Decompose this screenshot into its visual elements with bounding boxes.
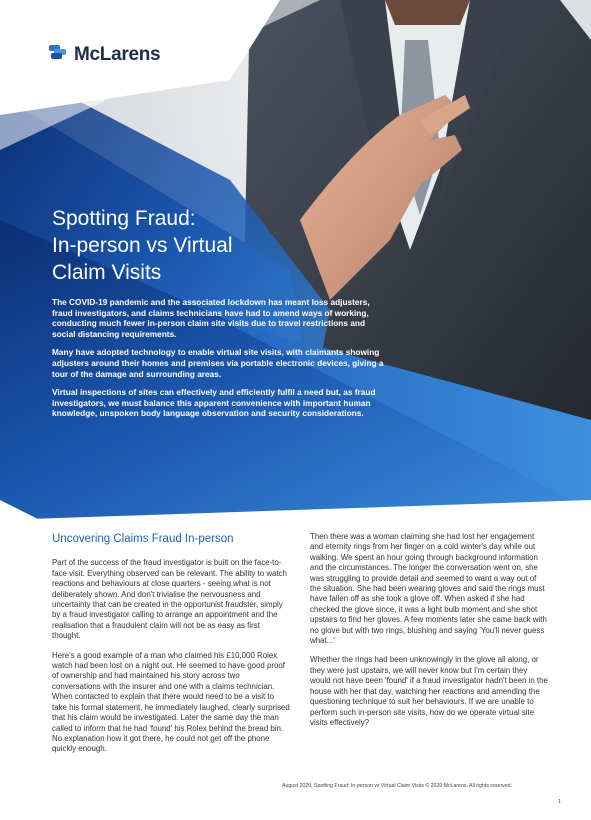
page-number: 1 [558,799,562,805]
intro-text [52,297,387,427]
intro-paragraph: Virtual inspections of sites can effectively and efficiently fulfil a need but, as fraud investigators, we must balance this apparent convenience with important human knowledge, unspoken body language observation and security considerations. [52,387,376,419]
body-paragraph: Here's a good example of a man who claimed his £10,000 Rolex watch had been lost on a night out. He seemed to have good proof of ownership and had maintained his story across two conversations with the insurer and one with a claims technician. When contacted to explain that there would need to be a visit to take his formal statement, he immediately laughed, clearly surprised that his claim would be investigated. Later the same day the man called to inform that he had 'found' his Rolex behind the bread bin. No explanation how it got there, he could not get off the phone quickly enough. [52,650,290,754]
title-line: Spotting Fraud: [52,207,196,230]
section-heading: Uncovering Claims Fraud In-person [52,533,234,545]
body-paragraph: Part of the success of the fraud investigator is built on the face-to-face visit. Everything observed can be relevant. The ability to watch reactions and behaviours at close quarters - seeing what is not deliberately shown. And don't trivialise the nervousness and uncertainty that can be created in the opportunist fraudster, simply by a fraud investigator calling to arrange an appointment and the realisation that a fraudulent claim will not be as easy as first thought. [52,558,287,641]
left-column [52,530,290,764]
intro-paragraph: The COVID-19 pandemic and the associated lockdown has meant loss adjusters, fraud investigators, and claims technicians have had to amend ways of working, conducting much fewer in-person claim site visits due to travel restrictions and social distancing requirements. [52,297,370,339]
body-paragraph: Then there was a woman claiming she had lost her engagement and eternity rings from her finger on a cold winter's day while out walking. We spent an hour going through background information and the circumstances. The longer the conversation went on, she was struggling to provide detail and seemed to want a way out of the situation. She had been wearing gloves and said the rings must have fallen off as she took a glove off. When asked if she had checked the glove since, it was a light bulb moment and she shot upstairs to find her gloves. A few moments later she came back with no glove but with two rings, blushing and saying 'You'll never guess what...' [310,532,547,646]
title-line: In-person vs Virtual [52,234,233,257]
body-paragraph: Whether the rings had been unknowingly in the glove all along, or they were just upstairs, we will never know but I'm certain they would not have been 'found' if a fraud investigator hadn't been in the house with her that day, watching her reactions and amending the questioning technique to suit her behaviours. If we are unable to perform such in-person site visits, how do we operate virtual site visits effectively? [310,655,548,727]
page-footer: August 2020, Spotting Fraud: In-person vs Virtual Claim Visits © 2020 McLarens. All rights reserved. [282,783,512,789]
mclarens-logo-icon [48,42,68,67]
document-title [52,205,332,286]
title-line: Claim Visits [52,261,162,284]
intro-paragraph: Many have adopted technology to enable virtual site visits, with claimants showing adjusters around their homes and premises via portable electronic devices, giving a tour of the damage and surrounding areas. [52,347,384,379]
right-column [310,532,548,737]
brand-name: McLarens [74,43,161,65]
brand-logo [48,42,160,67]
